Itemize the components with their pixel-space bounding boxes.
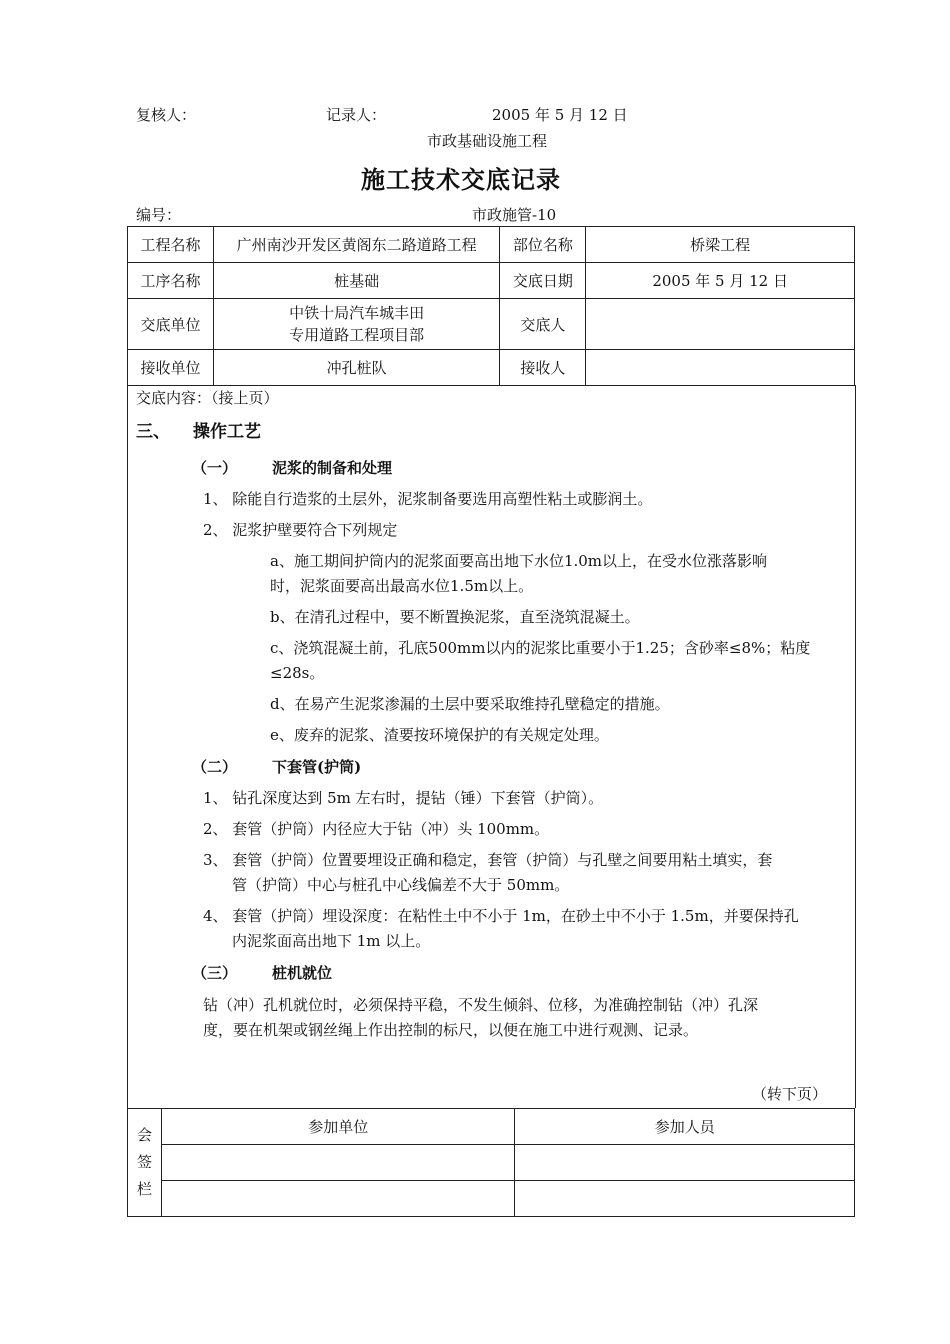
- recv-person-value[interactable]: [586, 350, 855, 386]
- date-label: 交底日期: [500, 263, 586, 299]
- header-date: 2005 年 5 月 12 日: [492, 106, 628, 124]
- sub2-item-2: 2、 套管（护筒）内径应大于钻（冲）头 100mm。: [203, 820, 550, 838]
- sub2-title: 下套管(护筒): [272, 758, 362, 776]
- sub1-d: d、在易产生泥浆渗漏的土层中要采取维持孔壁稳定的措施。: [270, 695, 670, 713]
- signoff-unit-cell[interactable]: [161, 1181, 515, 1217]
- sub1-b: b、在清孔过程中，要不断置换泥浆，直至浇筑混凝土。: [270, 608, 640, 626]
- person-label: 交底人: [500, 299, 586, 350]
- section-title: 操作工艺: [193, 422, 261, 442]
- page-title: 施工技术交底记录: [361, 165, 561, 194]
- signoff-side-label: [128, 1109, 162, 1217]
- unit-line-2: 专用道路工程项目部: [289, 326, 425, 344]
- sub2-item-4-line-1: 4、 套管（护筒）埋设深度：在粘性土中不小于 1m，在砂土中不小于 1.5m，并要保持孔: [203, 907, 799, 925]
- unit-line-1: 中铁十局汽车城丰田: [289, 304, 425, 322]
- signoff-unit-cell[interactable]: [161, 1145, 515, 1181]
- sub1-item-1: 1、 除能自行造浆的土层外，泥浆制备要选用高塑性粘土或膨润土。: [203, 490, 653, 508]
- sub1-title: 泥浆的制备和处理: [272, 459, 393, 477]
- part-value: 桥梁工程: [586, 227, 855, 263]
- continued-note: （转下页）: [752, 1085, 828, 1103]
- project-name-label: 工程名称: [128, 227, 214, 263]
- side-char-3: 栏: [136, 1180, 152, 1198]
- col-person-header: 参加人员: [515, 1109, 855, 1145]
- content-intro: 交底内容：（接上页）: [136, 389, 279, 407]
- recv-unit-label: 接收单位: [128, 350, 214, 386]
- number-label: 编号：: [136, 206, 182, 224]
- project-name-value: 广州南沙开发区黄阁东二路道路工程: [213, 227, 500, 263]
- side-char-1: 会: [136, 1126, 152, 1144]
- sub1-c-line-1: c、浇筑混凝土前，孔底500mm以内的泥浆比重要小于1.25；含砂率≤8%；粘度: [270, 639, 811, 657]
- sub2-item-3-line-1: 3、 套管（护筒）位置要埋设正确和稳定，套管（护筒）与孔壁之间要用粘土填实，套: [203, 851, 773, 869]
- person-value[interactable]: [586, 299, 855, 350]
- unit-value: [213, 299, 500, 350]
- signoff-table: [127, 1108, 855, 1217]
- date-value: 2005 年 5 月 12 日: [586, 263, 855, 299]
- process-value: 桩基础: [213, 263, 500, 299]
- sub3-line-2: 度，要在机架或钢丝绳上作出控制的标尺，以便在施工中进行观测、记录。: [203, 1021, 699, 1039]
- sub1-a-line-1: a、施工期间护筒内的泥浆面要高出地下水位1.0m以上，在受水位涨落影响: [270, 552, 768, 570]
- signoff-person-cell[interactable]: [515, 1181, 855, 1217]
- sub3-line-1: 钻（冲）孔机就位时，必须保持平稳，不发生倾斜、位移，为准确控制钻（冲）孔深: [203, 996, 759, 1014]
- sub3-number: （三）: [192, 964, 238, 982]
- sub1-item-2: 2、 泥浆护壁要符合下列规定: [203, 521, 398, 539]
- sub2-item-1: 1、 钻孔深度达到 5m 左右时，提钻（锤）下套管（护筒）。: [203, 789, 604, 807]
- sub1-e: e、废弃的泥浆、渣要按环境保护的有关规定处理。: [270, 726, 609, 744]
- sub2-number: （二）: [192, 758, 238, 776]
- unit-label: 交底单位: [128, 299, 214, 350]
- sub2-item-3-line-2: 管（护筒）中心与桩孔中心线偏差不大于 50mm。: [232, 876, 570, 894]
- sub1-a-line-2: 时，泥浆面要高出最高水位1.5m以上。: [270, 577, 534, 595]
- project-type: 市政基础设施工程: [427, 132, 548, 150]
- recorder-label: 记录人：: [326, 106, 387, 124]
- reviewer-label: 复核人：: [136, 106, 197, 124]
- number-value: 市政施管-10: [472, 206, 557, 224]
- sub1-number: （一）: [192, 459, 238, 477]
- sub1-c-line-2: ≤28s。: [270, 664, 325, 682]
- part-label: 部位名称: [500, 227, 586, 263]
- col-unit-header: 参加单位: [161, 1109, 515, 1145]
- recv-person-label: 接收人: [500, 350, 586, 386]
- info-table: [127, 226, 855, 386]
- signoff-person-cell[interactable]: [515, 1145, 855, 1181]
- sub3-title: 桩机就位: [272, 964, 333, 982]
- recv-unit-value: 冲孔桩队: [213, 350, 500, 386]
- side-char-2: 签: [136, 1153, 152, 1171]
- process-label: 工序名称: [128, 263, 214, 299]
- section-number: 三、: [136, 422, 170, 442]
- sub2-item-4-line-2: 内泥浆面高出地下 1m 以上。: [232, 932, 431, 950]
